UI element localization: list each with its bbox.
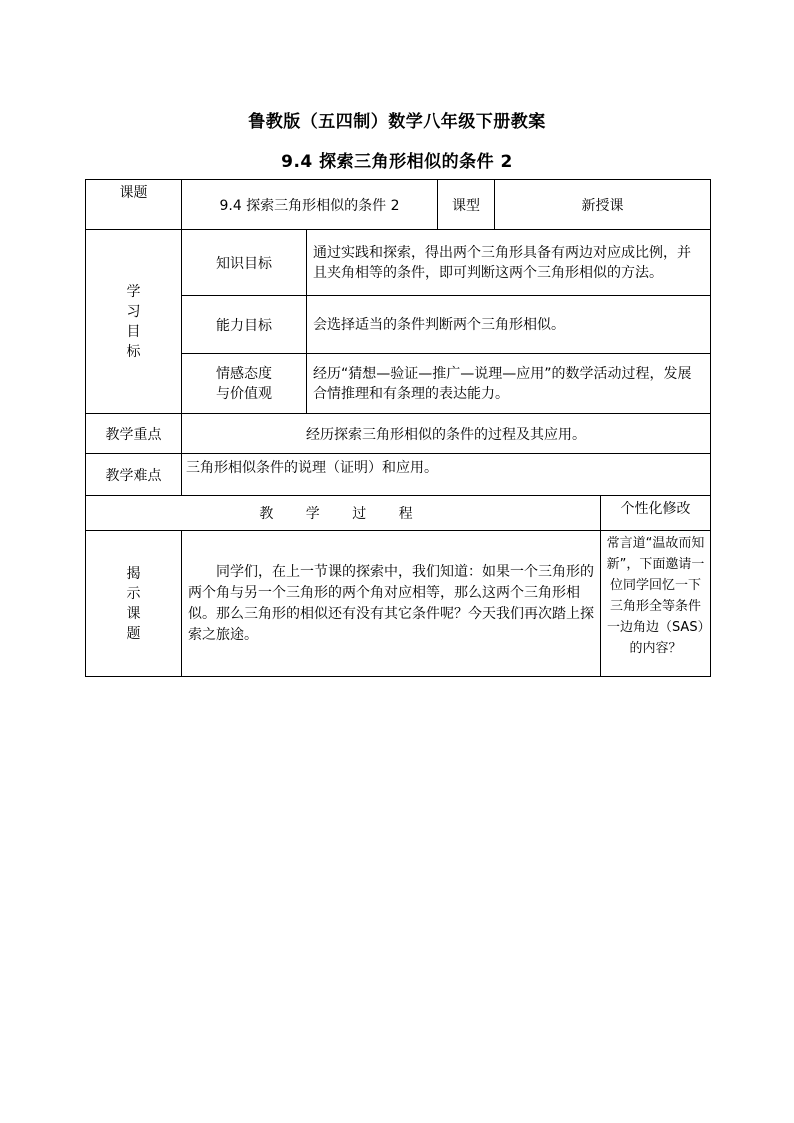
emotion-goal-label xyxy=(182,354,307,414)
difficulty-label: 教学难点 xyxy=(86,454,182,496)
process-header-row xyxy=(86,496,711,531)
process-label: 教 学 过 程 xyxy=(86,496,601,531)
key-point-text: 经历探索三角形相似的条件的过程及其应用。 xyxy=(182,414,711,454)
topic-row xyxy=(86,180,711,230)
key-point-row xyxy=(86,414,711,454)
difficulty-row xyxy=(86,454,711,496)
section-label-char: 课 xyxy=(126,605,141,622)
side-note: 常言道“温故而知新”，下面邀请一位同学回忆一下三角形全等条件一边角边（SAS）的内容？ xyxy=(601,531,711,677)
topic-label: 课题 xyxy=(86,180,182,230)
lesson-plan-table xyxy=(85,179,711,677)
section-text: 同学们，在上一节课的探索中，我们知道：如果一个三角形的两个角与另一个三角形的两个角对应相等，那么这两个三角形相似。那么三角形的相似还有没有其它条件呢？今天我们再次踏上探索之旅途。 xyxy=(182,531,601,677)
knowledge-goal-text: 通过实践和探索，得出两个三角形具备有两边对应成比例，并且夹角相等的条件，即可判断这两个三角形相似的方法。 xyxy=(307,230,711,296)
goals-label-char: 目 xyxy=(126,323,141,340)
goals-label-char: 习 xyxy=(126,303,141,320)
ability-goal-label: 能力目标 xyxy=(182,296,307,354)
topic-value: 9.4 探索三角形相似的条件 2 xyxy=(182,180,438,230)
key-point-label: 教学重点 xyxy=(86,414,182,454)
section-label-char: 示 xyxy=(126,585,141,602)
type-value: 新授课 xyxy=(495,180,711,230)
emotion-goal-label-line: 与价值观 xyxy=(216,385,272,402)
type-label: 课型 xyxy=(438,180,495,230)
goal-row-knowledge xyxy=(86,230,711,296)
emotion-goal-text: 经历“猜想—验证—推广—说理—应用”的数学活动过程，发展合情推理和有条理的表达能力。 xyxy=(307,354,711,414)
section-label xyxy=(86,531,182,677)
goals-label-char: 学 xyxy=(126,283,141,300)
personal-label: 个性化修改 xyxy=(601,496,711,531)
lesson-title: 9.4 探索三角形相似的条件 2 xyxy=(281,152,513,172)
goals-label xyxy=(86,230,182,414)
knowledge-goal-label: 知识目标 xyxy=(182,230,307,296)
document-title: 鲁教版（五四制）数学八年级下册教案 xyxy=(248,112,546,132)
emotion-goal-label-line: 情感态度 xyxy=(216,365,272,382)
difficulty-text: 三角形相似条件的说理（证明）和应用。 xyxy=(182,454,711,496)
ability-goal-text: 会选择适当的条件判断两个三角形相似。 xyxy=(307,296,711,354)
goals-label-char: 标 xyxy=(126,343,141,360)
section-label-char: 揭 xyxy=(126,565,141,582)
section-label-char: 题 xyxy=(126,625,141,642)
section-row xyxy=(86,531,711,677)
